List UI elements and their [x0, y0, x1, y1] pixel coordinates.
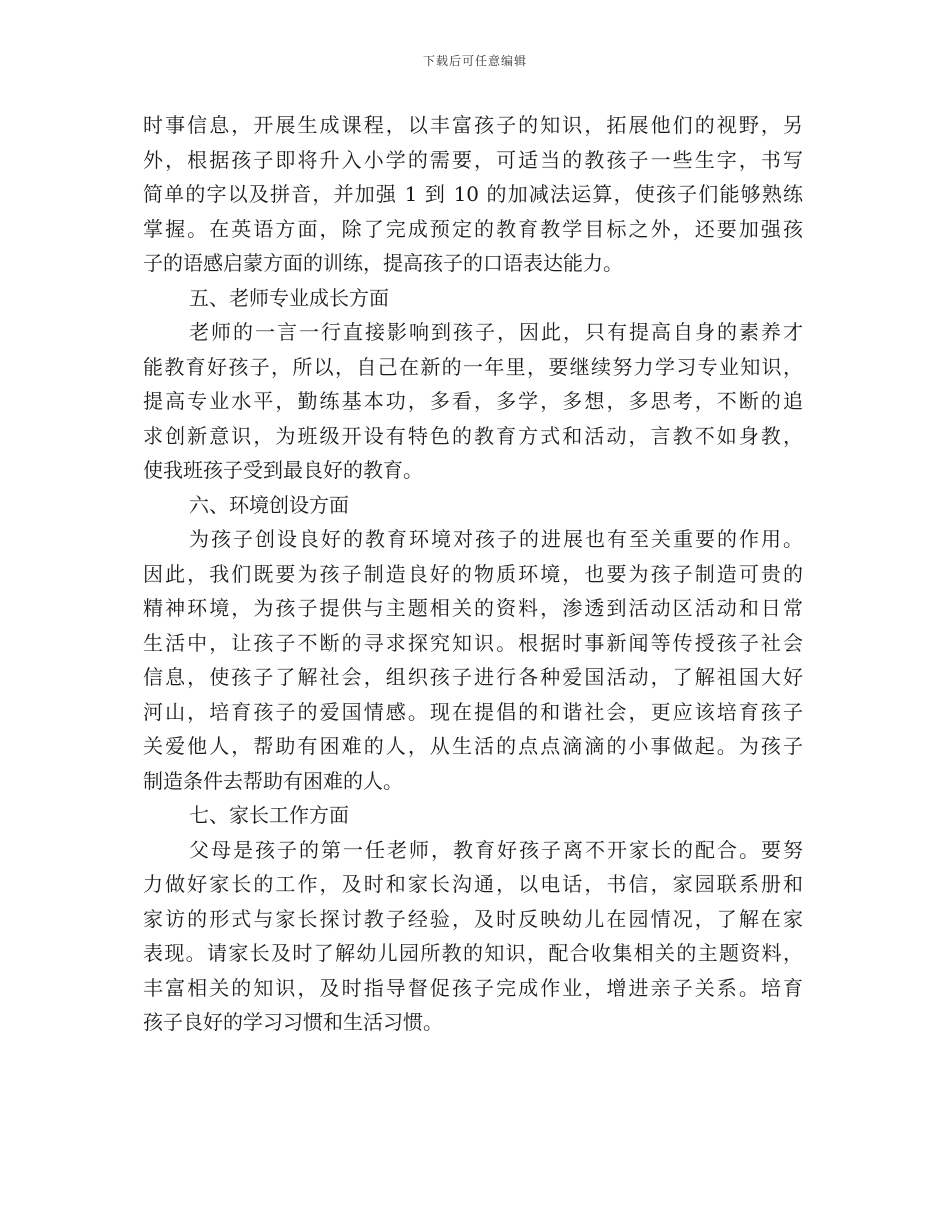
text-line: 表现。请家长及时了解幼儿园所教的知识，配合收集相关的主题资料，	[143, 941, 803, 965]
text-line: 丰富相关的知识，及时指导督促孩子完成作业，增进亲子关系。培育	[143, 975, 803, 1000]
body-paragraph	[143, 833, 803, 1040]
text-line: 七、家长工作方面	[189, 803, 349, 827]
text-line: 孩子良好的学习习惯和生活习惯。	[143, 1010, 443, 1034]
text-line: 信息，使孩子了解社会，组织孩子进行各种爱国活动，了解祖国大好	[143, 665, 803, 689]
text-line: 制造条件去帮助有困难的人。	[143, 768, 403, 793]
section-heading	[143, 281, 803, 316]
text-line: 能教育好孩子，所以，自己在新的一年里，要继续努力学习专业知识，	[143, 354, 803, 379]
text-line: 为孩子创设良好的教育环境对孩子的进展也有至关重要的作用。	[189, 527, 803, 551]
body-paragraph	[143, 315, 803, 488]
section-heading	[143, 488, 803, 523]
text-line: 生活中，让孩子不断的寻求探究知识。根据时事新闻等传授孩子社会	[143, 630, 803, 655]
section-heading	[143, 798, 803, 833]
body-paragraph	[143, 522, 803, 798]
text-line: 力做好家长的工作，及时和家长沟通，以电话，书信，家园联系册和	[143, 872, 803, 896]
text-line: 老师的一言一行直接影响到孩子，因此，只有提高自身的素养才	[189, 320, 803, 344]
text-line: 外，根据孩子即将升入小学的需要，可适当的教孩子一些生字，书写	[143, 147, 803, 172]
text-line: 使我班孩子受到最良好的教育。	[143, 458, 423, 482]
text-line: 求创新意识，为班级开设有特色的教育方式和活动，言教不如身教，	[143, 423, 803, 448]
text-line: 河山，培育孩子的爱国情感。现在提倡的和谐社会，更应该培育孩子	[143, 699, 803, 724]
text-line: 家访的形式与家长探讨教子经验，及时反映幼儿在园情况，了解在家	[143, 906, 803, 931]
text-line: 关爱他人，帮助有困难的人，从生活的点点滴滴的小事做起。为孩子	[143, 734, 803, 758]
text-line: 简单的字以及拼音，并加强 1 到 10 的加减法运算，使孩子们能够熟练	[143, 182, 803, 206]
text-line: 因此，我们既要为孩子制造良好的物质环境，也要为孩子制造可贵的	[143, 561, 803, 586]
text-line: 掌握。在英语方面，除了完成预定的教育教学目标之外，还要加强孩	[143, 216, 803, 241]
text-line: 精神环境，为孩子提供与主题相关的资料，渗透到活动区活动和日常	[143, 596, 803, 620]
text-line: 子的语感启蒙方面的训练，提高孩子的口语表达能力。	[143, 251, 623, 275]
text-line: 六、环境创设方面	[189, 492, 349, 517]
body-paragraph	[143, 108, 803, 281]
text-line: 父母是孩子的第一任老师，教育好孩子离不开家长的配合。要努	[189, 837, 803, 862]
text-line: 提高专业水平，勤练基本功，多看，多学，多想，多思考，不断的追	[143, 389, 803, 413]
page-header-note: 下载后可任意编辑	[422, 54, 527, 68]
text-line: 时事信息，开展生成课程，以丰富孩子的知识，拓展他们的视野，另	[143, 113, 803, 137]
text-line: 五、老师专业成长方面	[189, 285, 389, 310]
document-body	[143, 108, 803, 1040]
